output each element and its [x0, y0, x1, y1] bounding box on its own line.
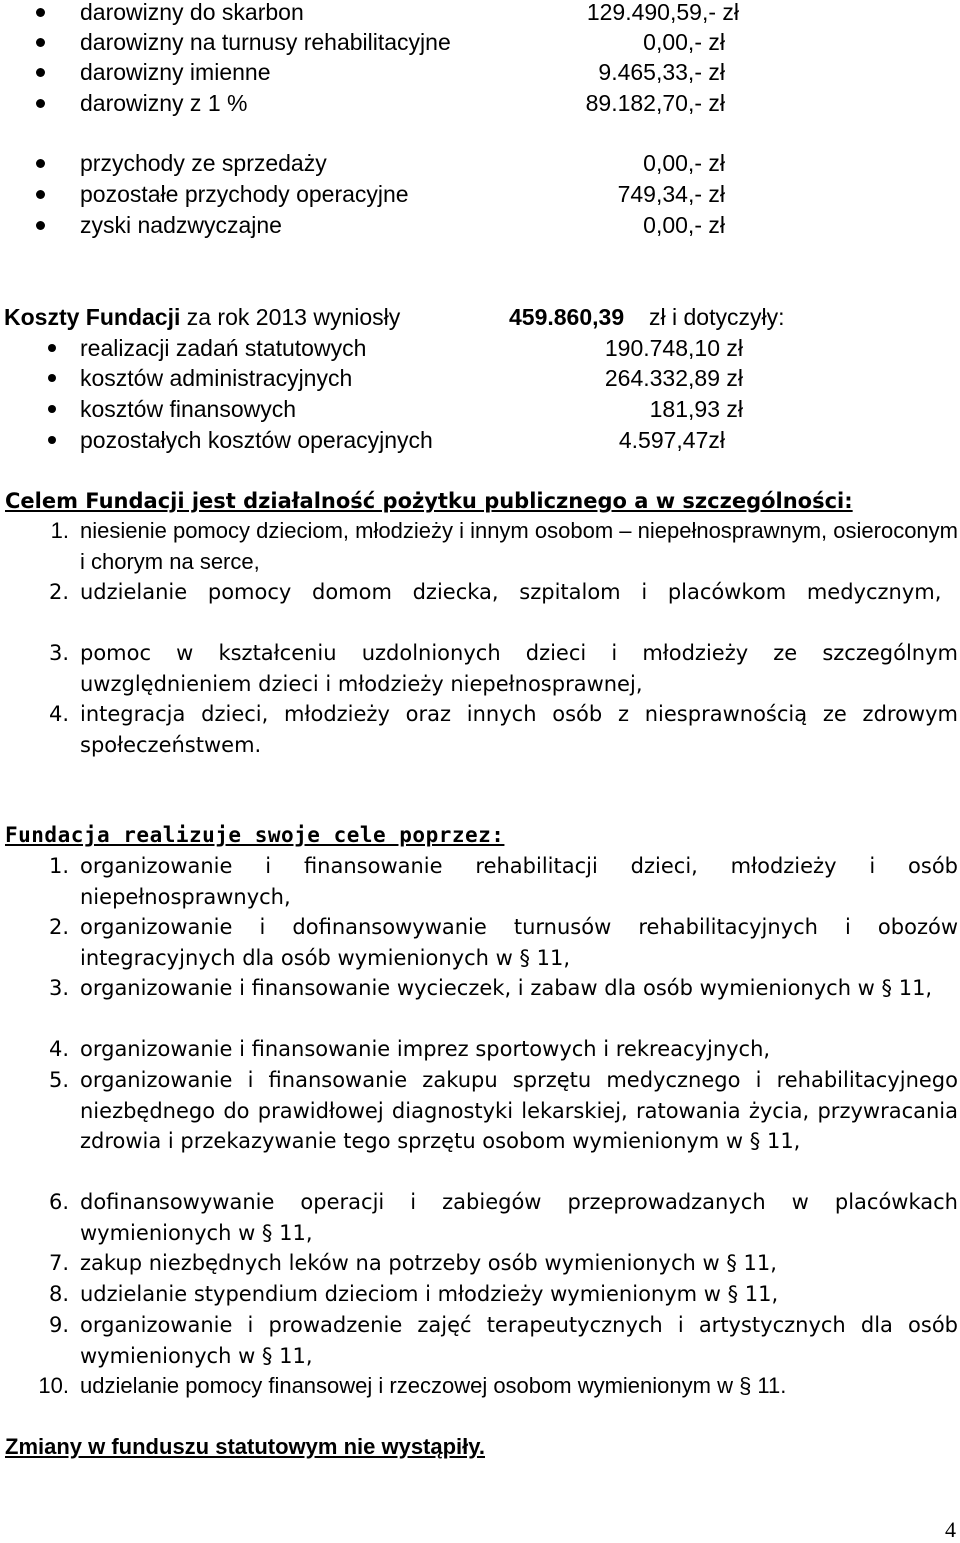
- bullet-icon: [48, 436, 56, 444]
- income-label: zyski nadzwyczajne: [80, 212, 282, 238]
- means-text: organizowanie i finansowanie imprez sportowych i rekreacyjnych,: [80, 1037, 771, 1061]
- means-heading: Fundacja realizuje swoje cele poprzez:: [5, 823, 505, 847]
- cost-value: 4.597,47zł: [618, 427, 725, 453]
- bullet-icon: [48, 344, 56, 352]
- income-label: darowizny imienne: [80, 59, 271, 85]
- means-number: 2.: [48, 915, 69, 939]
- income-label: darowizny na turnusy rehabilitacyjne: [80, 29, 451, 55]
- income-label: przychody ze sprzedaży: [80, 150, 327, 176]
- income-item: [0, 179, 960, 209]
- means-text: organizowanie i prowadzenie zajęć terapeutycznych i artystycznych dla osób wymienionych w § 11,: [80, 1313, 958, 1368]
- income-item: [0, 210, 960, 240]
- means-number: 1.: [48, 854, 69, 878]
- bullet-icon: [36, 38, 45, 47]
- cost-item: [0, 333, 960, 363]
- goal-text: udzielanie pomocy domom dziecka, szpitalom i placówkom medycznym,: [80, 580, 942, 604]
- cost-value: 190.748,10 zł: [604, 335, 743, 361]
- bullet-icon: [48, 374, 56, 382]
- means-number: 5.: [48, 1068, 69, 1092]
- cost-item: [0, 425, 960, 455]
- means-text: organizowanie i finansowanie rehabilitacji dzieci, młodzieży i osób niepełnosprawnych,: [80, 854, 958, 909]
- goal-number: 3.: [48, 641, 69, 665]
- goal-number: 2.: [48, 580, 69, 604]
- means-text: dofinansowywanie operacji i zabiegów przeprowadzanych w placówkach wymienionych w § 11,: [80, 1190, 958, 1245]
- income-value: 0,00,- zł: [643, 212, 725, 238]
- means-text: organizowanie i finansowanie zakupu sprzętu medycznego i rehabilitacyjnego niezbędnego do prawidłowej diagnostyki lekarskiej, ratowania życia, przywracania zdrowia i przekazywanie tego sprzętu osobom wymienionym w § 11,: [80, 1068, 958, 1153]
- income-item: [0, 148, 960, 178]
- page-number: 4: [945, 1517, 956, 1542]
- means-number: 9.: [48, 1313, 69, 1337]
- goal-text: pomoc w kształceniu uzdolnionych dzieci i młodzieży ze szczególnym uwzględnieniem dzieci i młodzieży niepełnosprawnej,: [80, 641, 958, 696]
- cost-item: [0, 394, 960, 424]
- means-number: 3.: [48, 976, 69, 1000]
- means-number: 10.: [38, 1373, 69, 1398]
- income-item: [0, 27, 960, 57]
- income-label: pozostałe przychody operacyjne: [80, 181, 409, 207]
- goal-text: niesienie pomocy dzieciom, młodzieży i innym osobom – niepełnosprawnym, osieroconym i chorym na serce,: [80, 518, 958, 574]
- means-number: 7.: [48, 1251, 69, 1275]
- costs-total: 459.860,39: [509, 304, 625, 330]
- income-item: [0, 0, 960, 27]
- costs-heading-rest: za rok 2013 wyniosły: [186, 304, 401, 330]
- goals-heading: Celem Fundacji jest działalność pożytku publicznego a w szczególności:: [5, 489, 853, 513]
- income-value: 0,00,- zł: [643, 29, 725, 55]
- cost-label: realizacji zadań statutowych: [80, 335, 367, 361]
- cost-label: pozostałych kosztów operacyjnych: [80, 427, 433, 453]
- income-value: 89.182,70,- zł: [585, 90, 725, 116]
- income-item: [0, 57, 960, 87]
- cost-label: kosztów administracyjnych: [80, 365, 353, 391]
- means-text: organizowanie i dofinansowywanie turnusów rehabilitacyjnych i obozów integracyjnych dla osób wymienionych w § 11,: [80, 915, 958, 970]
- bullet-icon: [36, 68, 45, 77]
- goal-text: integracja dzieci, młodzieży oraz innych osób z niesprawnością ze zdrowym społeczeństwem.: [80, 702, 958, 757]
- cost-label: kosztów finansowych: [80, 396, 297, 422]
- cost-item: [0, 363, 960, 393]
- means-text: organizowanie i finansowanie wycieczek, i zabaw dla osób wymienionych w § 11,: [80, 976, 933, 1000]
- means-number: 4.: [48, 1037, 69, 1061]
- bullet-icon: [36, 8, 45, 17]
- costs-tail: zł i dotyczyły:: [649, 304, 785, 330]
- bullet-icon: [36, 99, 45, 108]
- means-text: udzielanie stypendium dzieciom i młodzieży wymienionym w § 11,: [80, 1282, 779, 1306]
- means-number: 8.: [48, 1282, 69, 1306]
- goal-number: 1.: [50, 518, 69, 543]
- cost-value: 264.332,89 zł: [604, 365, 743, 391]
- bullet-icon: [48, 405, 56, 413]
- income-label: darowizny do skarbon: [80, 0, 304, 25]
- means-text: zakup niezbędnych leków na potrzeby osób wymienionych w § 11,: [80, 1251, 777, 1275]
- cost-value: 181,93 zł: [649, 396, 743, 422]
- costs-heading: [4, 302, 400, 332]
- income-item: [0, 88, 960, 118]
- bullet-icon: [36, 159, 45, 168]
- income-value: 749,34,- zł: [617, 181, 725, 207]
- costs-heading-bold: Koszty Fundacji: [4, 304, 181, 330]
- means-number: 6.: [48, 1190, 69, 1214]
- income-value: 129.490,59,- zł: [586, 0, 739, 25]
- bullet-icon: [36, 221, 45, 230]
- income-value: 9.465,33,- zł: [598, 59, 725, 85]
- means-text: udzielanie pomocy finansowej i rzeczowej osobom wymienionym w § 11.: [80, 1373, 787, 1398]
- bullet-icon: [36, 190, 45, 199]
- fund-note: Zmiany w funduszu statutowym nie wystąpiły.: [5, 1434, 485, 1459]
- goal-number: 4.: [48, 702, 69, 726]
- income-value: 0,00,- zł: [643, 150, 725, 176]
- income-label: darowizny z 1 %: [80, 90, 248, 116]
